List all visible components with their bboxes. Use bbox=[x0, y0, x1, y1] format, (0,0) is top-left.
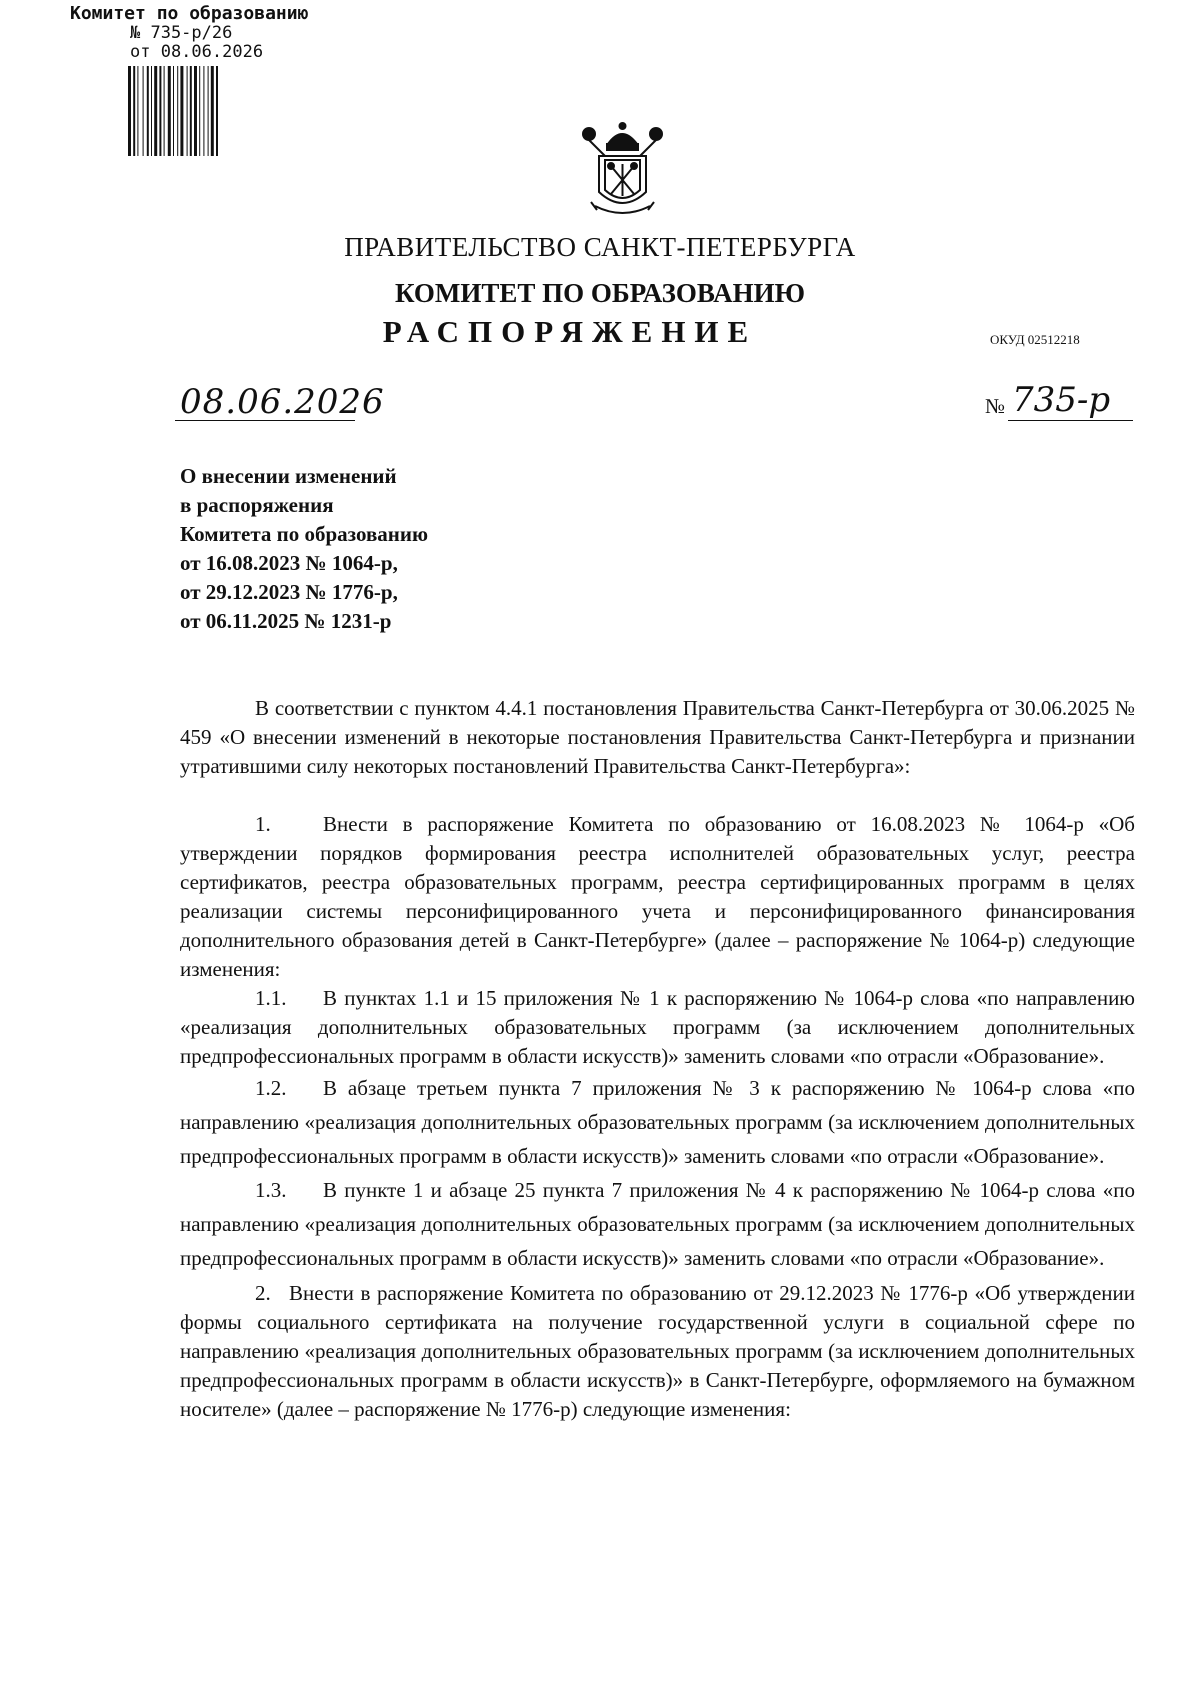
item-text: Внести в распоряжение Комитета по образованию от 29.12.2023 № 1776-р «Об утверждении формы социального сертификата на получение государственной услуги в социальной сфере по направлению «реализация дополнительных образовательных программ (за исключением дополнительных предпрофессиональных программ в области искусств)» в Санкт-Петербурге, оформляемого на бумажном носителе» (далее – распоряжение № 1776-р) следующие изменения: bbox=[180, 1281, 1135, 1421]
handwritten-date: 08.06.2026 bbox=[180, 382, 385, 422]
document-type-title: РАСПОРЯЖЕНИЕ bbox=[382, 314, 758, 349]
item-paragraph bbox=[180, 984, 1135, 1071]
stamp-organization: Комитет по образованию bbox=[70, 3, 309, 24]
subject-line: от 29.12.2023 № 1776-р, bbox=[180, 580, 398, 604]
registration-stamp bbox=[70, 4, 330, 62]
item-paragraph bbox=[180, 810, 1135, 984]
subject-line: О внесении изменений bbox=[180, 464, 397, 488]
subject-line: в распоряжения bbox=[180, 493, 334, 517]
subject-line: от 06.11.2025 № 1231-р bbox=[180, 609, 392, 633]
item-text: Внести в распоряжение Комитета по образованию от 16.08.2023 № 1064-р «Об утверждении порядков формирования реестра исполнителей образовательных услуг, реестра сертификатов, реестра образовательных программ, реестра сертифицированных программ в целях реализации системы персонифицированного учета и персонифицированного финансирования дополнительного образования детей в Санкт-Петербурге» (далее – распоряжение № 1064-р) следующие изменения: bbox=[180, 812, 1135, 981]
item-paragraph bbox=[180, 1279, 1135, 1424]
item-number: 1.3. bbox=[255, 1178, 287, 1202]
item-text: В абзаце третьем пункта 7 приложения № 3 к распоряжению № 1064-р слова «по направлению «реализация дополнительных образовательных программ (за исключением дополнительных предпрофессиональных программ в области искусств)» заменить словами «по отрасли «Образование». bbox=[180, 1076, 1135, 1168]
okud-code: ОКУД 02512218 bbox=[990, 332, 1080, 347]
subject-line: от 16.08.2023 № 1064-р, bbox=[180, 551, 398, 575]
item-number: 1.1. bbox=[255, 986, 287, 1010]
item-text: В пунктах 1.1 и 15 приложения № 1 к распоряжению № 1064-р слова «по направлению «реализация дополнительных образовательных программ (за исключением дополнительных предпрофессиональных программ в области искусств)» заменить словами «по отрасли «Образование». bbox=[180, 986, 1135, 1068]
number-label: № bbox=[985, 394, 1006, 418]
handwritten-number: 735-р bbox=[1012, 380, 1111, 420]
document-subject bbox=[180, 462, 428, 636]
item-number: 1.2. bbox=[255, 1076, 287, 1100]
preamble-paragraph: В соответствии с пунктом 4.4.1 постановления Правительства Санкт-Петербурга от 30.06.2025 № 459 «О внесении изменений в некоторые постановления Правительства Санкт-Петербурга и признании утратившими силу некоторых постановлений Правительства Санкт-Петербурга»: bbox=[180, 696, 1135, 778]
stamp-date: от 08.06.2026 bbox=[130, 42, 264, 62]
government-title: ПРАВИТЕЛЬСТВО САНКТ-ПЕТЕРБУРГА bbox=[344, 232, 856, 262]
coat-of-arms-emblem bbox=[575, 122, 670, 220]
item-paragraph bbox=[180, 1071, 1135, 1173]
date-underline bbox=[175, 420, 355, 421]
barcode bbox=[128, 66, 248, 156]
number-underline bbox=[1008, 420, 1133, 421]
subject-line: Комитета по образованию bbox=[180, 522, 429, 546]
item-number: 1. bbox=[255, 812, 271, 836]
stamp-number: № 735-р/26 bbox=[130, 23, 233, 43]
document-body bbox=[180, 694, 1135, 1424]
item-text: В пункте 1 и абзаце 25 пункта 7 приложения № 4 к распоряжению № 1064-р слова «по направлению «реализация дополнительных образовательных программ (за исключением дополнительных предпрофессиональных программ в области искусств)» заменить словами «по отрасли «Образование». bbox=[180, 1178, 1135, 1270]
committee-title: КОМИТЕТ ПО ОБРАЗОВАНИЮ bbox=[394, 278, 806, 308]
item-paragraph bbox=[180, 1173, 1135, 1275]
item-number: 2. bbox=[255, 1281, 271, 1305]
